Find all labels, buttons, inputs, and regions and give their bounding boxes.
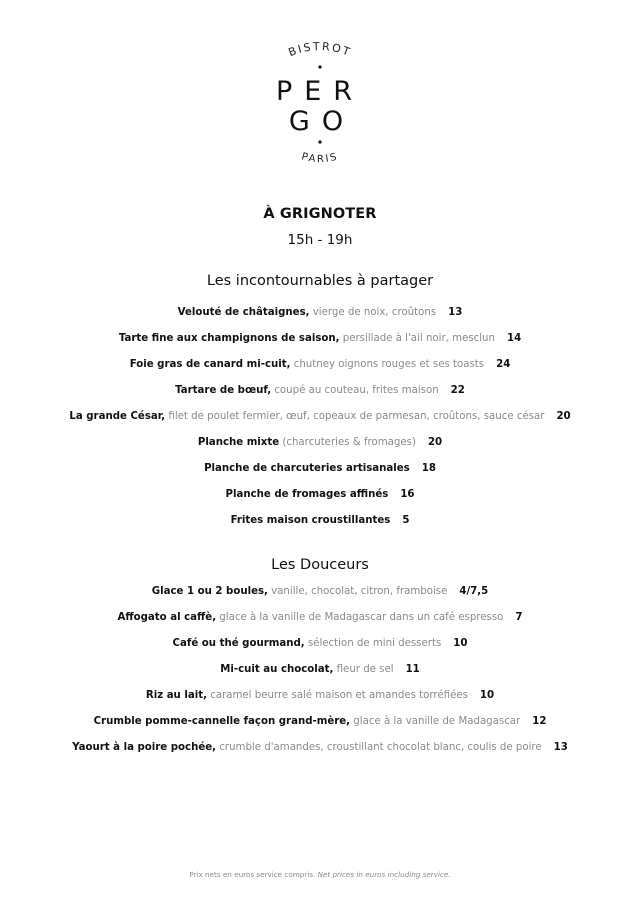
item-name: Tarte fine aux champignons de saison, bbox=[118, 333, 340, 344]
item-description: crumble d'amandes, croustillant chocolat blanc, coulis de poire bbox=[216, 742, 542, 753]
item-name: Mi-cuit au chocolat, bbox=[220, 664, 334, 675]
item-price: 11 bbox=[405, 664, 420, 675]
item-description: filet de poulet fermier, œuf, copeaux de parmesan, croûtons, sauce césar bbox=[165, 411, 545, 422]
menu-item bbox=[0, 462, 640, 476]
item-name: Planche de fromages affinés bbox=[225, 489, 389, 500]
footer-note-fr: Prix nets en euros service compris. bbox=[189, 870, 316, 879]
menu-item bbox=[0, 358, 640, 372]
item-price: 12 bbox=[532, 716, 547, 727]
menu-item bbox=[0, 436, 640, 450]
item-description: glace à la vanille de Madagascar bbox=[350, 716, 521, 727]
menu-item bbox=[0, 637, 640, 651]
menu-item bbox=[0, 715, 640, 729]
logo-dot-bottom bbox=[318, 140, 321, 143]
menu-item bbox=[0, 663, 640, 677]
item-description: persillade à l'ail noir, mesclun bbox=[339, 333, 495, 344]
item-description: vanille, chocolat, citron, framboise bbox=[267, 586, 448, 597]
menu-item bbox=[0, 611, 640, 625]
item-description: glace à la vanille de Madagascar dans un café espresso bbox=[216, 612, 504, 623]
item-description: fleur de sel bbox=[333, 664, 394, 675]
item-description: sélection de mini desserts bbox=[304, 638, 442, 649]
logo-per-text: PER bbox=[275, 76, 365, 107]
item-name: Café ou thé gourmand, bbox=[172, 638, 305, 649]
item-name: Crumble pomme-cannelle façon grand-mère, bbox=[93, 716, 351, 727]
item-price: 16 bbox=[400, 489, 415, 500]
item-description: chutney oignons rouges et ses toasts bbox=[290, 359, 485, 370]
menu-item bbox=[0, 332, 640, 346]
item-name: Riz au lait, bbox=[145, 690, 207, 701]
subsection-title-douceurs: Les Douceurs bbox=[271, 557, 369, 573]
item-name: La grande César, bbox=[69, 411, 166, 422]
item-price: 13 bbox=[448, 307, 463, 318]
menu-item bbox=[0, 689, 640, 703]
item-name: Yaourt à la poire pochée, bbox=[72, 742, 217, 753]
menu-item bbox=[0, 514, 640, 528]
menu-item bbox=[0, 488, 640, 502]
item-price: 4/7,5 bbox=[459, 586, 489, 597]
item-price: 20 bbox=[427, 437, 443, 448]
subsection-title-incontournables: Les incontournables à partager bbox=[206, 273, 434, 289]
item-name: Planche de charcuteries artisanales bbox=[204, 463, 410, 474]
bistrot-pergo-logo bbox=[250, 35, 390, 170]
item-price: 18 bbox=[421, 463, 436, 474]
item-price: 5 bbox=[402, 515, 410, 526]
item-price: 7 bbox=[515, 612, 523, 623]
item-name: Velouté de châtaignes, bbox=[177, 307, 310, 318]
footer-note-en: Net prices in euros including service. bbox=[315, 870, 451, 879]
item-price: 20 bbox=[556, 411, 571, 422]
item-name: Tartare de bœuf, bbox=[175, 385, 272, 396]
item-name: Frites maison croustillantes bbox=[230, 515, 391, 526]
menu-item bbox=[0, 741, 640, 755]
item-price: 22 bbox=[450, 385, 465, 396]
menu-item bbox=[0, 585, 640, 599]
menu-item bbox=[0, 410, 640, 424]
menu-item bbox=[0, 384, 640, 398]
item-price: 24 bbox=[496, 359, 511, 370]
item-name: Affogato al caffè, bbox=[117, 612, 217, 623]
menu-item bbox=[0, 306, 640, 320]
item-name: Glace 1 ou 2 boules, bbox=[151, 586, 268, 597]
item-price: 10 bbox=[453, 638, 468, 649]
item-price: 14 bbox=[506, 333, 522, 344]
section-title: À GRIGNOTER bbox=[263, 206, 377, 222]
item-name: Foie gras de canard mi-cuit, bbox=[129, 359, 291, 370]
item-price: 10 bbox=[479, 690, 495, 701]
footer-note bbox=[0, 870, 640, 879]
logo-dot-top bbox=[318, 65, 321, 68]
item-description: coupé au couteau, frites maison bbox=[271, 385, 439, 396]
section-hours: 15h - 19h bbox=[287, 232, 353, 248]
item-description: caramel beurre salé maison et amandes torréfiées bbox=[206, 690, 468, 701]
item-description: vierge de noix, croûtons bbox=[309, 307, 437, 318]
item-description: (charcuteries & fromages) bbox=[279, 437, 416, 448]
item-name: Planche mixte bbox=[197, 437, 280, 448]
logo-go-text: GO bbox=[288, 106, 356, 137]
logo-bistrot-text: BISTROT bbox=[286, 39, 354, 60]
logo-paris-text: PARIS bbox=[300, 151, 340, 166]
item-price: 13 bbox=[553, 742, 568, 753]
